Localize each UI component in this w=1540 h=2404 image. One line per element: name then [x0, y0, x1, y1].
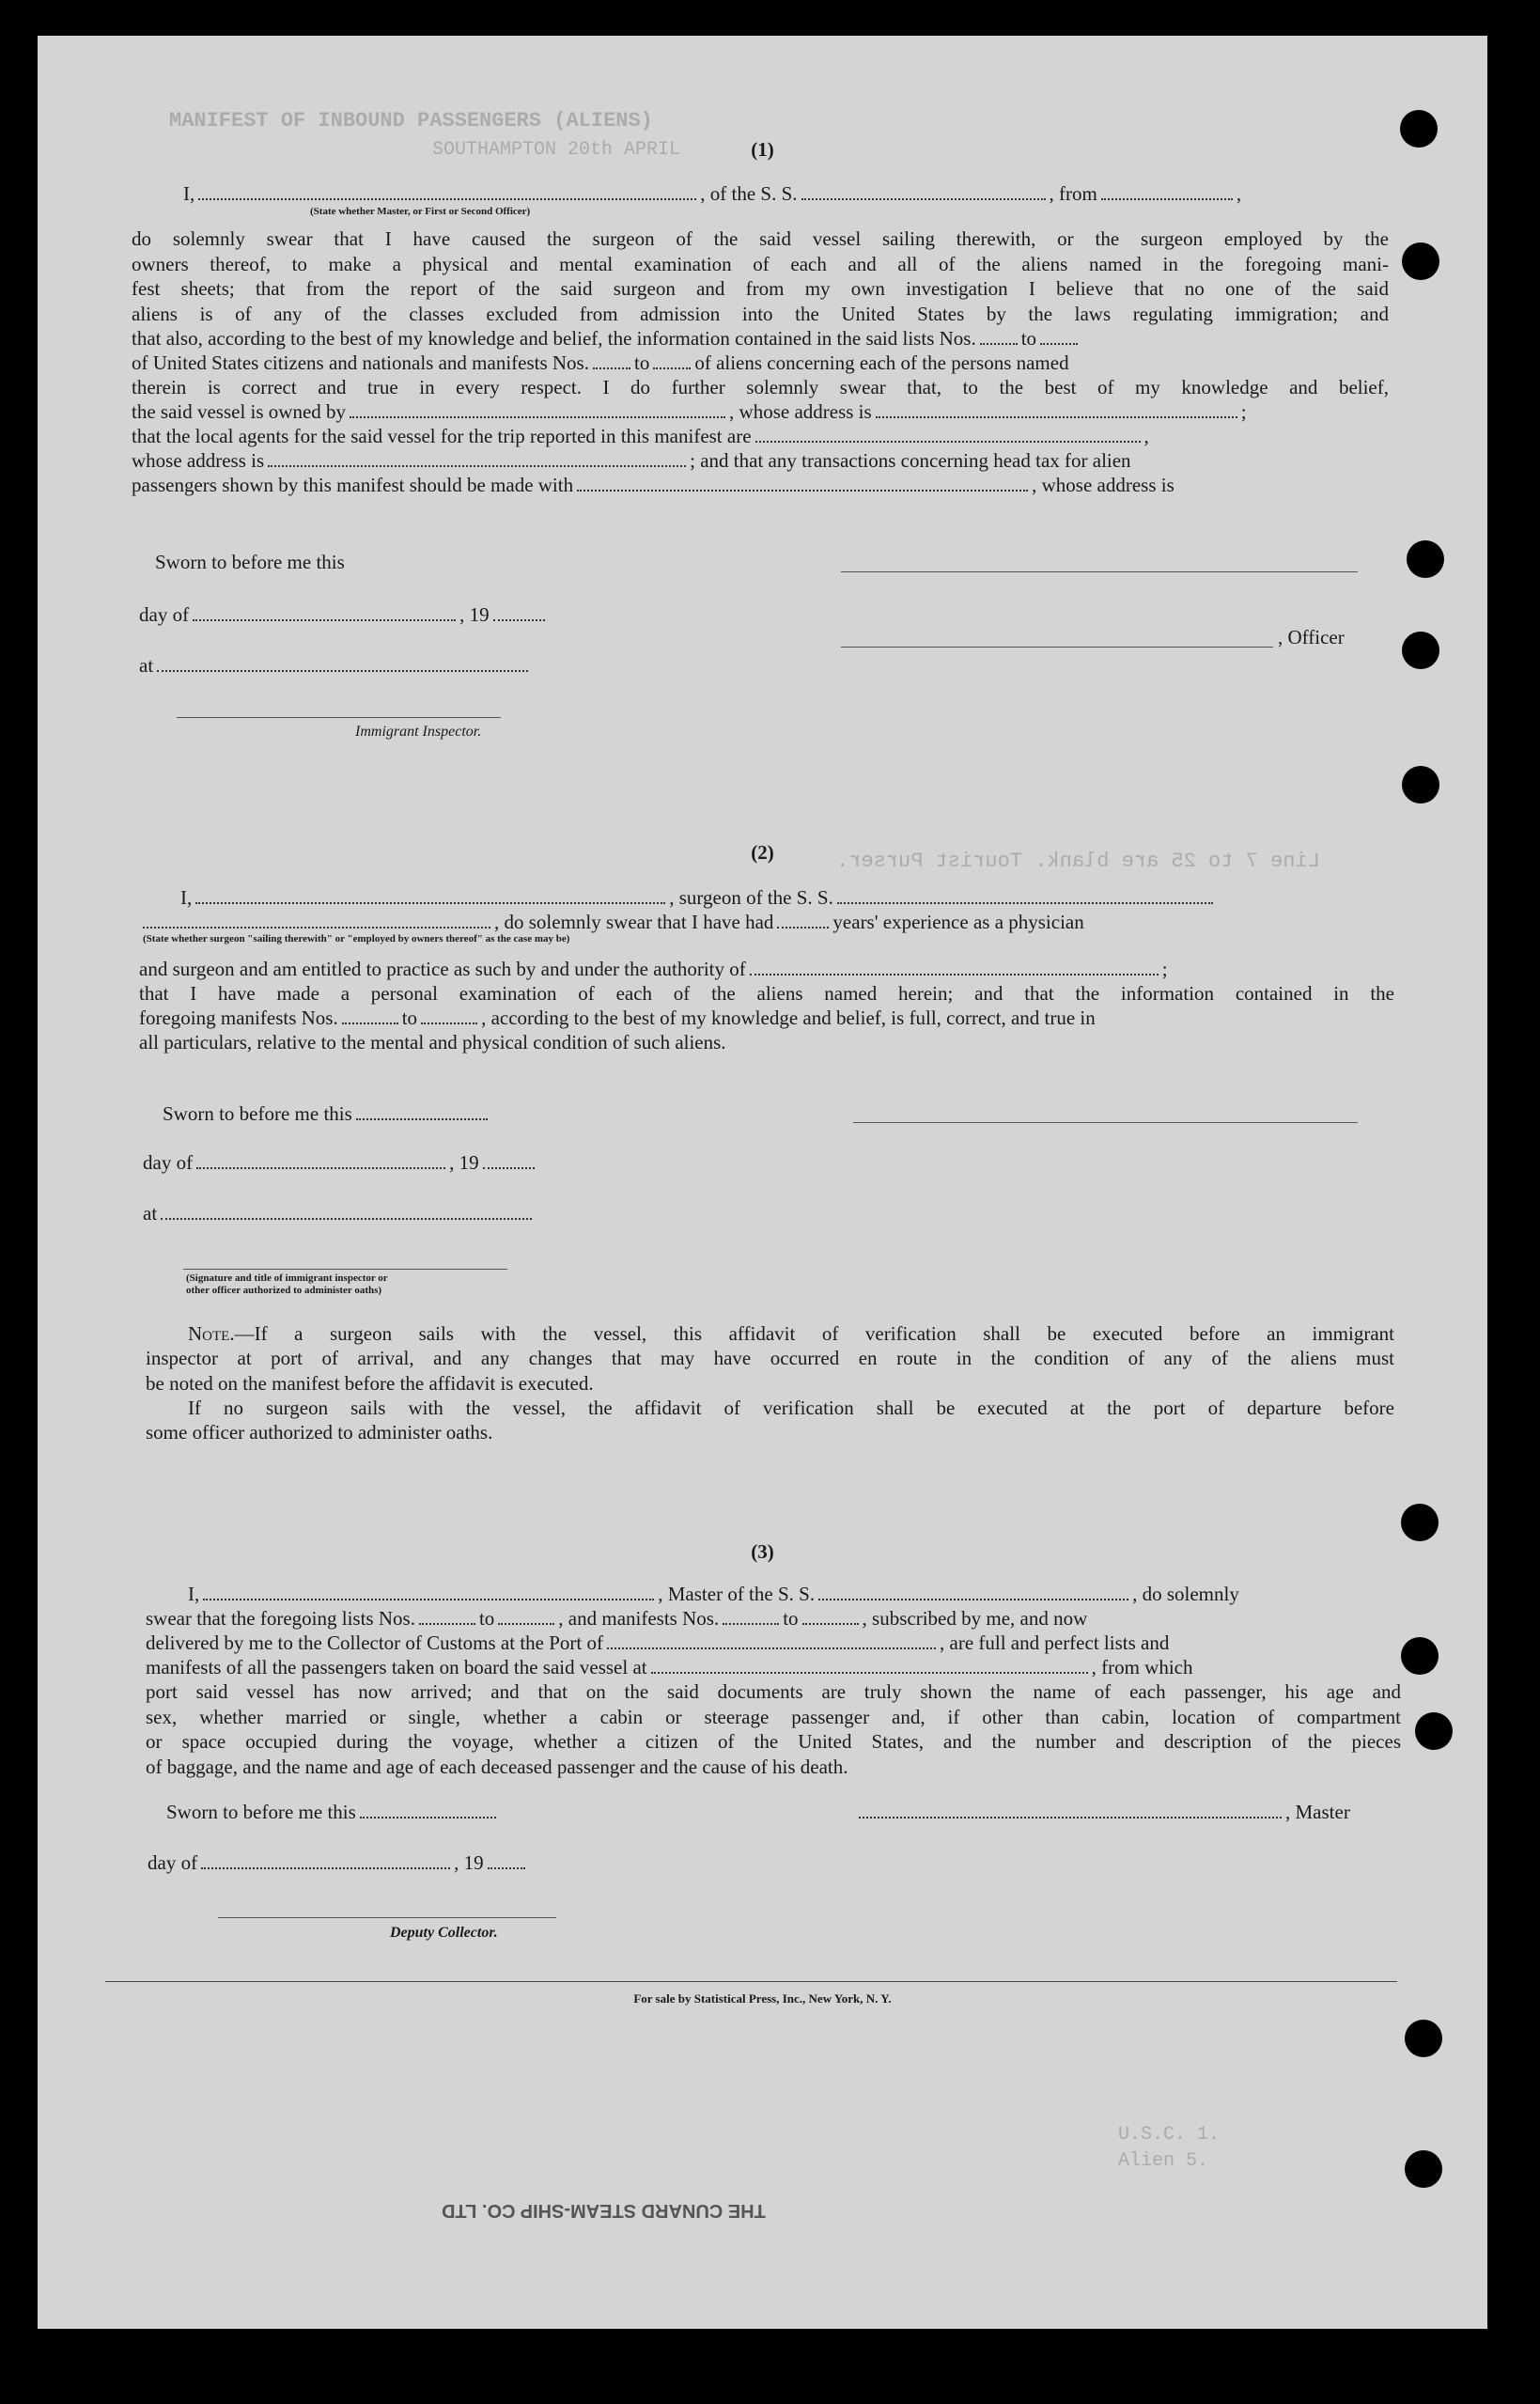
s2-line-5 [139, 1006, 1096, 1030]
s1-line-11-text: passengers shown by this manifest should be made with [132, 474, 574, 496]
s1-year-field[interactable] [493, 612, 545, 621]
s3-port-field[interactable] [607, 1640, 936, 1649]
s2-signature-caption-2: other officer authorized to administer oaths) [186, 1285, 382, 1296]
text-whose-address: , whose address is [729, 400, 872, 423]
s1-year-prefix: , 19 [459, 603, 490, 626]
s1-line-9: that the local agents for the said vessel for the trip reported in this manifest are , [132, 425, 1149, 447]
s3-sworn-field[interactable] [360, 1809, 496, 1819]
s3-master-signature-field[interactable] [859, 1809, 1282, 1819]
agent-address-field[interactable] [268, 458, 686, 467]
s1-line-3: fest sheets; that from the report of the said surgeon and from my own investigation I believe that no one of the said [132, 277, 1389, 300]
s1-line-6 [132, 351, 1069, 375]
s3-line-6: sex, whether married or single, whether a cabin or steerage passenger and, if other than cabin, location of compartment [146, 1705, 1401, 1728]
note-label: Note. [188, 1322, 235, 1345]
s1-line-4: aliens is of any of the classes excluded from admission into the United States by the laws regulating immigration; and [132, 302, 1389, 325]
s3-manifests-to-field[interactable] [802, 1616, 859, 1625]
s2-day-of [143, 1150, 538, 1175]
section-1-number: (1) [751, 138, 774, 161]
s1-inspector-caption: Immigrant Inspector. [355, 724, 482, 740]
note-text-3: be noted on the manifest before the affidavit is executed. [146, 1371, 594, 1395]
s3-vessel-field[interactable] [818, 1591, 1128, 1600]
head-tax-contact-field[interactable] [577, 482, 1028, 492]
text-i: I, [183, 182, 195, 205]
manifests-from-field[interactable] [593, 360, 630, 369]
punch-hole-8 [1415, 1712, 1453, 1750]
s3-master-name-field[interactable] [203, 1591, 654, 1600]
s2-sworn-field[interactable] [356, 1111, 488, 1120]
note-text-2: inspector at port of arrival, and any changes that may have occurred en route in the condition of any of the aliens must [146, 1347, 1394, 1369]
section-1-body [132, 226, 1389, 326]
s3-line-7: or space occupied during the voyage, whether a citizen of the United States, and the number and description of the pieces [146, 1730, 1401, 1753]
text-to: to [1020, 327, 1037, 350]
s1-at-text: at [139, 654, 154, 677]
s3-line-1 [188, 1582, 1239, 1606]
s3-text-subscribed: , subscribed by me, and now [862, 1607, 1088, 1630]
s3-text-swear-lists: swear that the foregoing lists Nos. [146, 1607, 415, 1630]
s3-lists-from-field[interactable] [419, 1616, 475, 1625]
s2-signature-line [853, 1122, 1358, 1123]
bleed-through-bottom-2: Alien 5. [1118, 2150, 1209, 2172]
s1-line-8-text: the said vessel is owned by [132, 400, 347, 423]
s2-line-2 [139, 910, 1084, 934]
s2-day-field[interactable] [196, 1160, 445, 1169]
s2-text-to: to [401, 1007, 418, 1029]
s1-line-8: the said vessel is owned by , whose address is ; [132, 400, 1247, 423]
section-1-opening-line [183, 181, 1241, 206]
manifests-to-field[interactable] [653, 360, 691, 369]
s2-vessel-field[interactable] [837, 895, 1213, 904]
note-body-2 [188, 1396, 1394, 1421]
s2-signature-caption-1: (Signature and title of immigrant inspector or [186, 1272, 388, 1284]
s3-body [146, 1679, 1401, 1779]
s3-text-do-solemnly: , do solemnly [1132, 1583, 1239, 1605]
local-agents-field[interactable] [755, 433, 1141, 443]
s3-text-to-1: to [478, 1607, 495, 1630]
s1-line-7 [132, 375, 1389, 400]
bleed-through-subheader: SOUTHAMPTON 20th APRIL [432, 139, 681, 161]
s1-line-1: do solemnly swear that I have caused the surgeon of the said vessel sailing therewith, or the surgeon employed by the [132, 227, 1389, 250]
punch-hole-5 [1402, 766, 1439, 804]
from-port-field[interactable] [1101, 191, 1233, 200]
text-from: , from [1049, 182, 1097, 205]
section-2-number: (2) [751, 841, 774, 864]
s3-year-prefix: , 19 [454, 1851, 484, 1874]
section-3-number: (3) [751, 1540, 774, 1563]
s2-line-4-text: that I have made a personal examination of each of the aliens named herein; and that the information contained in the [139, 982, 1394, 1005]
s2-day-of-text: day of [143, 1151, 194, 1174]
s3-text-delivered: delivered by me to the Collector of Customs at the Port of [146, 1631, 603, 1654]
s3-day-of-text: day of [148, 1851, 198, 1874]
s1-line-6-text: of United States citizens and nationals and manifests Nos. [132, 351, 589, 374]
s1-inspector-line [177, 717, 501, 718]
s1-sworn [155, 550, 345, 574]
s2-year-field[interactable] [483, 1160, 535, 1169]
s1-day-of [139, 602, 549, 627]
s1-officer-line-1 [841, 571, 1358, 572]
surgeon-type-field[interactable] [143, 919, 490, 929]
lists-from-field[interactable] [980, 336, 1018, 345]
s1-at [139, 653, 532, 678]
s2-line-6 [139, 1030, 726, 1054]
punch-hole-2 [1402, 242, 1439, 280]
master-caption: (State whether Master, or First or Second Officer) [310, 206, 531, 217]
s1-officer-line-2 [841, 647, 1273, 648]
s3-text-to-2: to [783, 1607, 799, 1630]
s3-collector-caption: Deputy Collector. [390, 1925, 498, 1941]
text-whose-address-end: , whose address is [1032, 474, 1174, 496]
s1-line-5 [132, 326, 1081, 351]
s3-text-from-which: , from which [1091, 1656, 1193, 1678]
s1-line-5-text: that also, according to the best of my knowledge and belief, the information contained in the said lists Nos. [132, 327, 976, 350]
s3-sworn-text: Sworn to before me this [166, 1801, 356, 1823]
s2-inspector-line [183, 1269, 507, 1270]
text-of-ss: , of the S. S. [700, 182, 798, 205]
s2-line-5-text: foregoing manifests Nos. [139, 1007, 338, 1029]
punch-hole-10 [1405, 2150, 1442, 2188]
punch-hole-1 [1400, 110, 1438, 148]
s2-year-prefix: , 19 [449, 1151, 479, 1174]
s2-text-authority: and surgeon and am entitled to practice as such by and under the authority of [139, 958, 746, 980]
punch-hole-7 [1401, 1637, 1439, 1675]
s2-at [143, 1201, 536, 1225]
s1-at-field[interactable] [157, 663, 528, 672]
cunard-stamp: THE CUNARD STEAM-SHIP CO. LTD [442, 2200, 766, 2221]
s1-line-7-text: therein is correct and true in every respect. I do further solemnly swear that, to the best of my knowledge and belief, [132, 376, 1389, 398]
s1-line-10-text: whose address is [132, 449, 265, 472]
s3-day-field[interactable] [201, 1860, 450, 1869]
s3-sworn [166, 1800, 500, 1824]
s3-line-3 [146, 1631, 1169, 1655]
s2-at-field[interactable] [161, 1210, 532, 1220]
lists-to-field[interactable] [1040, 336, 1078, 345]
note-line-5: some officer authorized to administer oaths. [146, 1421, 493, 1444]
s2-at-text: at [143, 1202, 158, 1225]
vessel-name-field[interactable] [801, 191, 1046, 200]
bleed-through-bottom-1: U.S.C. 1. [1118, 2124, 1221, 2146]
bleed-through-tourist: Line 7 to 25 are blank. Tourist Purser. [836, 850, 1320, 873]
s1-sworn-text: Sworn to before me this [155, 551, 345, 573]
s3-manifests-from-field[interactable] [723, 1616, 779, 1625]
s2-surgeon-caption: (State whether surgeon "sailing therewith" or "employed by owners thereof" as the case may be) [143, 933, 570, 944]
text-comma: , [1236, 182, 1242, 205]
bleed-through-header: MANIFEST OF INBOUND PASSENGERS (ALIENS) [169, 109, 653, 133]
s2-sworn [163, 1101, 491, 1126]
s2-manifests-from-field[interactable] [342, 1015, 398, 1024]
document-page [38, 36, 1487, 2329]
s2-text-according: , according to the best of my knowledge and belief, is full, correct, and true in [481, 1007, 1096, 1029]
note-text-4: If no surgeon sails with the vessel, the affidavit of verification shall be executed at the port of departure before [188, 1397, 1394, 1419]
s3-line-5: port said vessel has now arrived; and that on the said documents are truly shown the name of each passenger, his age and [146, 1680, 1401, 1703]
s3-day-of [148, 1850, 529, 1875]
s3-text-master: , Master [1285, 1801, 1350, 1823]
s2-sworn-text: Sworn to before me this [163, 1102, 352, 1125]
note-line-1 [188, 1321, 1394, 1346]
s2-line-6-text: all particulars, relative to the mental and physical condition of such aliens. [139, 1031, 726, 1054]
s3-text-master-of: , Master of the S. S. [658, 1583, 816, 1605]
owner-field[interactable] [350, 409, 725, 418]
s3-text-i: I, [188, 1583, 200, 1605]
footer-rule [105, 1981, 1397, 1982]
s2-line-1 [180, 885, 1217, 910]
s1-line-9-text: that the local agents for the said vessel for the trip reported in this manifest are [132, 425, 752, 447]
note-body [146, 1346, 1394, 1396]
s2-line-3: and surgeon and am entitled to practice as such by and under the authority of ; [139, 958, 1168, 980]
note-text-1: —If a surgeon sails with the vessel, this affidavit of verification shall be executed before an immigrant [234, 1322, 1394, 1345]
owner-address-field[interactable] [876, 409, 1237, 418]
s3-master-sig [855, 1800, 1350, 1824]
s1-line-11 [132, 473, 1174, 497]
text-aliens-concerning: of aliens concerning each of the persons named [694, 351, 1069, 374]
s2-text-surgeon-of: , surgeon of the S. S. [669, 886, 833, 909]
punch-hole-3 [1407, 540, 1444, 578]
s3-text-are-full: , are full and perfect lists and [940, 1631, 1170, 1654]
s3-line-8: of baggage, and the name and age of each deceased passenger and the cause of his death. [146, 1755, 848, 1778]
s3-line-2 [146, 1606, 1087, 1631]
punch-hole-9 [1405, 2020, 1442, 2057]
s2-text-i: I, [180, 886, 193, 909]
s1-line-10 [132, 448, 1131, 473]
s2-manifests-to-field[interactable] [421, 1015, 477, 1024]
s3-collector-line [218, 1917, 556, 1918]
s3-departure-port-field[interactable] [651, 1664, 1088, 1674]
s3-year-field[interactable] [488, 1860, 525, 1869]
s3-text-and-manifests: , and manifests Nos. [558, 1607, 720, 1630]
s3-text-manifests-of: manifests of all the passengers taken on board the said vessel at [146, 1656, 647, 1678]
s3-lists-to-field[interactable] [498, 1616, 554, 1625]
s1-line-2: owners thereof, to make a physical and mental examination of each and all of the aliens named in the foregoing mani- [132, 252, 1389, 275]
footer-text: For sale by Statistical Press, Inc., New York, N. Y. [633, 1991, 892, 2006]
text-head-tax: ; and that any transactions concerning head tax for alien [690, 449, 1131, 472]
years-field[interactable] [777, 919, 829, 929]
s1-officer: , Officer [1278, 626, 1345, 648]
s1-day-of-text: day of [139, 603, 190, 626]
surgeon-name-field[interactable] [195, 895, 665, 904]
punch-hole-6 [1401, 1504, 1439, 1541]
s2-text-swear: , do solemnly swear that I have had [494, 911, 774, 933]
s3-line-4 [146, 1655, 1193, 1679]
authority-field[interactable] [750, 966, 1159, 976]
s2-line-4 [139, 981, 1394, 1007]
text-to: to [633, 351, 650, 374]
master-name-field[interactable] [198, 191, 696, 200]
s1-day-field[interactable] [193, 612, 456, 621]
s2-text-years: years' experience as a physician [832, 911, 1084, 933]
punch-hole-4 [1402, 632, 1439, 669]
